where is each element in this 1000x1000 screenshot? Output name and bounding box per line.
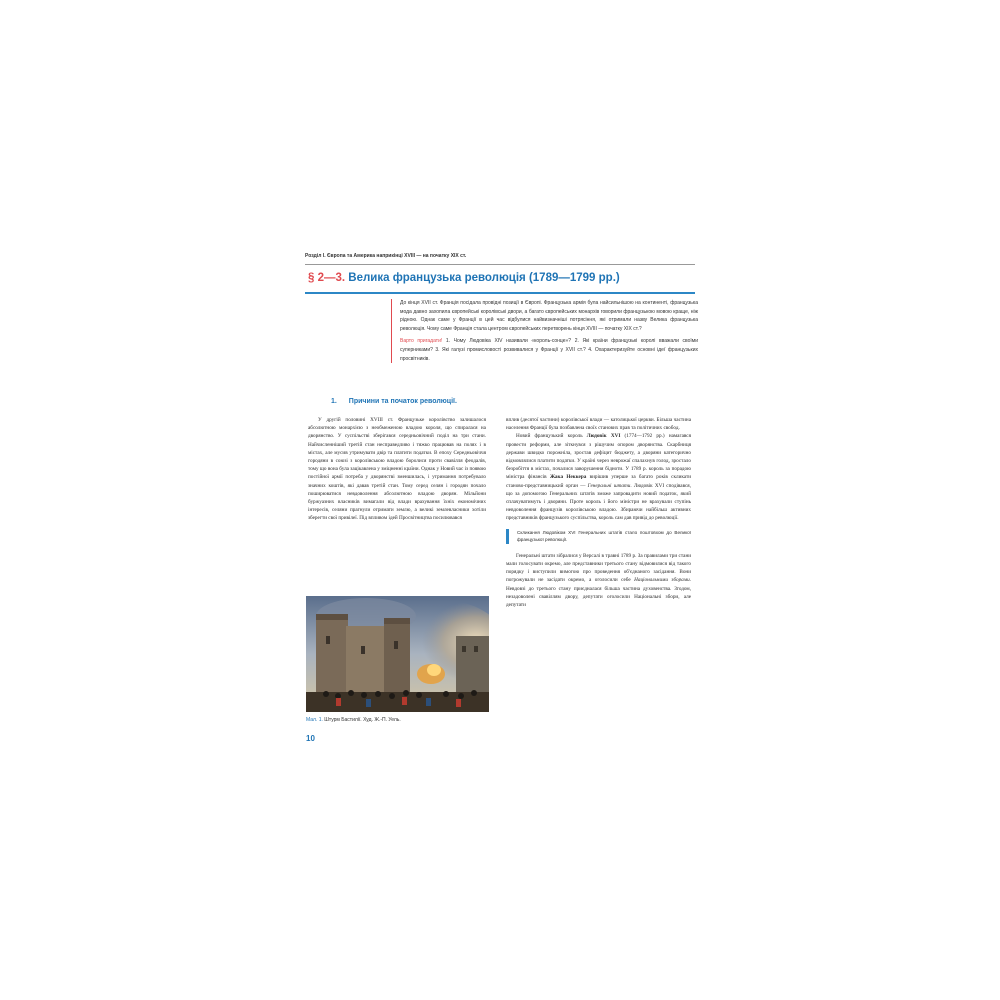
paragraph-title [308,272,693,294]
paragraph-number: § 2—3. [308,272,346,284]
recall-questions: 1. Чому Людовіка XIV називали «король-сонце»? 2. Які країни французькі королі вважали своїми суперниками? 3. Які галузі промисловості розвивалися у Франції у XVII ст.? 4. Охарактеризуйте основні ідеї французьких просвітників. [400,338,698,362]
recall-label: Варто пригадати! [400,338,443,345]
figure-caption-text: Штурм Бастилії. Худ. Ж.-П. Уель. [324,717,401,723]
right-paragraph-1: вплив (десятої частини) королівської влади — католицької церкви. Більша частина населення Франції була позбавлена своїх станових прав та політичних свобод. [506,417,691,432]
key-point-note: Скликання Людовіком XVI Генеральних штатів стало поштовхом до Великої французької революції. [506,529,691,544]
storming-bastille-illustration [306,596,489,712]
king-name: Людовік XVI [586,433,621,440]
right-p3-text-b: . Невдовзі до третього стану приєдналася більша частина духовенства. Згодом, незадоволені свавіллям двору, депутати оголосили Національні збори, але депутати [506,577,691,609]
section-heading [331,398,531,405]
section-title: Причини та початок революції. [348,398,457,405]
title-underline [305,292,695,294]
right-p3-text-a: Генеральні штати зібралися у Версалі в травні 1789 р. За правилами три стани мали голосувати окремо, але представники третього стану відмовилися від такого порядку і виступили вимогою про проведення об'єднаного засідання. Вони погрожували не засідати окремо, а оголосили себе [506,552,691,584]
right-paragraph-3 [506,552,691,609]
right-p2-text-a: Новий французький король [516,433,583,440]
left-paragraph: У другій половині XVIII ст. Французьке королівство залишалося абсолютною монархією з необмеженою владою короля, що спиралася на дворянство. У суспільстві зберігався середньовічний поділ на три стани. Найчисленніший третій стан несправедливо і тяжко працював на полях і в містах, але мусив утримувати двір та платити податки. В епоху Середньовіччя городяни в союзі з королівською владою боролися проти свавілля феодалів, тому що вона була зацікавлена у зміцненні країни. Однак у Новий час із появою постійної армії потреба у дворянстві зменшилась, і утримання потребувало значних коштів, які давав третій стан. Тому серед селян і городян почало поширюватися невдоволення абсолютною владою дворян. Мільйони буржуазних власників вимагали від влади врахування їхніх економічних інтересів, селяни прагнули отримати землю, а великі землевласники хотіли зберегти свої привілеї. Під впливом ідей Просвітництва посилювався [308,417,486,522]
intro-text: До кінця XVII ст. Франція посідала провідні позиції в Європі. Французька армія була найсильнішою на континенті, французька мода давно захопила європейські королівські двори, а багато європейських монархів говорили французькою мовою краще, ніж рідною. Однак саме у Франції в цей час відбулися найвизначніші потрясіння, які отримали назву Велика французька революція. Чому саме Франція стала центром європейських перетворень кінця XVIII — початку XIX ст.? [400,300,698,332]
right-p2-text-d: . Людовік XVI сподівався, що за допомогою Генеральних штатів зможе запровадити новий податок, який сплачуватимуть і дворяни. Проте король і його міністри не врахували ступінь невдоволення французів королівською владою. Збираючи найбільш активних представників французького суспільства, король сам дав привід до революції. [506,482,691,522]
recall-block [400,337,698,363]
right-p2-text-b: (1774—1792 рр.) намагався провести реформи, але зіткнувся з рішучим опором дворянства. Скарбниця держави швидко порожніла, зростав дефіцит бюджету, а дворяни категорично відмовлялися платити податки. У країні через неврожаї спалахнув голод, зростало безробіття в містах, почалися заворушення бідноти. У 1789 р. король за порадою міністра фінансів [506,433,691,481]
figure-label: Мал. 1. [306,717,323,723]
textbook-page [305,248,698,743]
figure-caption [306,717,401,723]
right-paragraph-2 [506,432,691,522]
section-number: 1. [331,398,337,405]
estates-general-term: Генеральні штати [587,482,631,489]
paragraph-title-text: Велика французька революція (1789—1799 рр.) [348,272,620,284]
page-number: 10 [306,734,315,743]
right-column [506,416,691,609]
running-head: Розділ І. Європа та Америка наприкінці XVIII — на початку XIX ст. [305,248,695,265]
national-assembly-term: Національними зборами [634,577,690,584]
minister-name: Жака Неккера [549,474,587,481]
intro-block [391,299,698,363]
left-column [308,416,486,523]
right-p2-text-c: вирішив уперше за багато років скликати станово-представницький орган — [506,474,691,489]
